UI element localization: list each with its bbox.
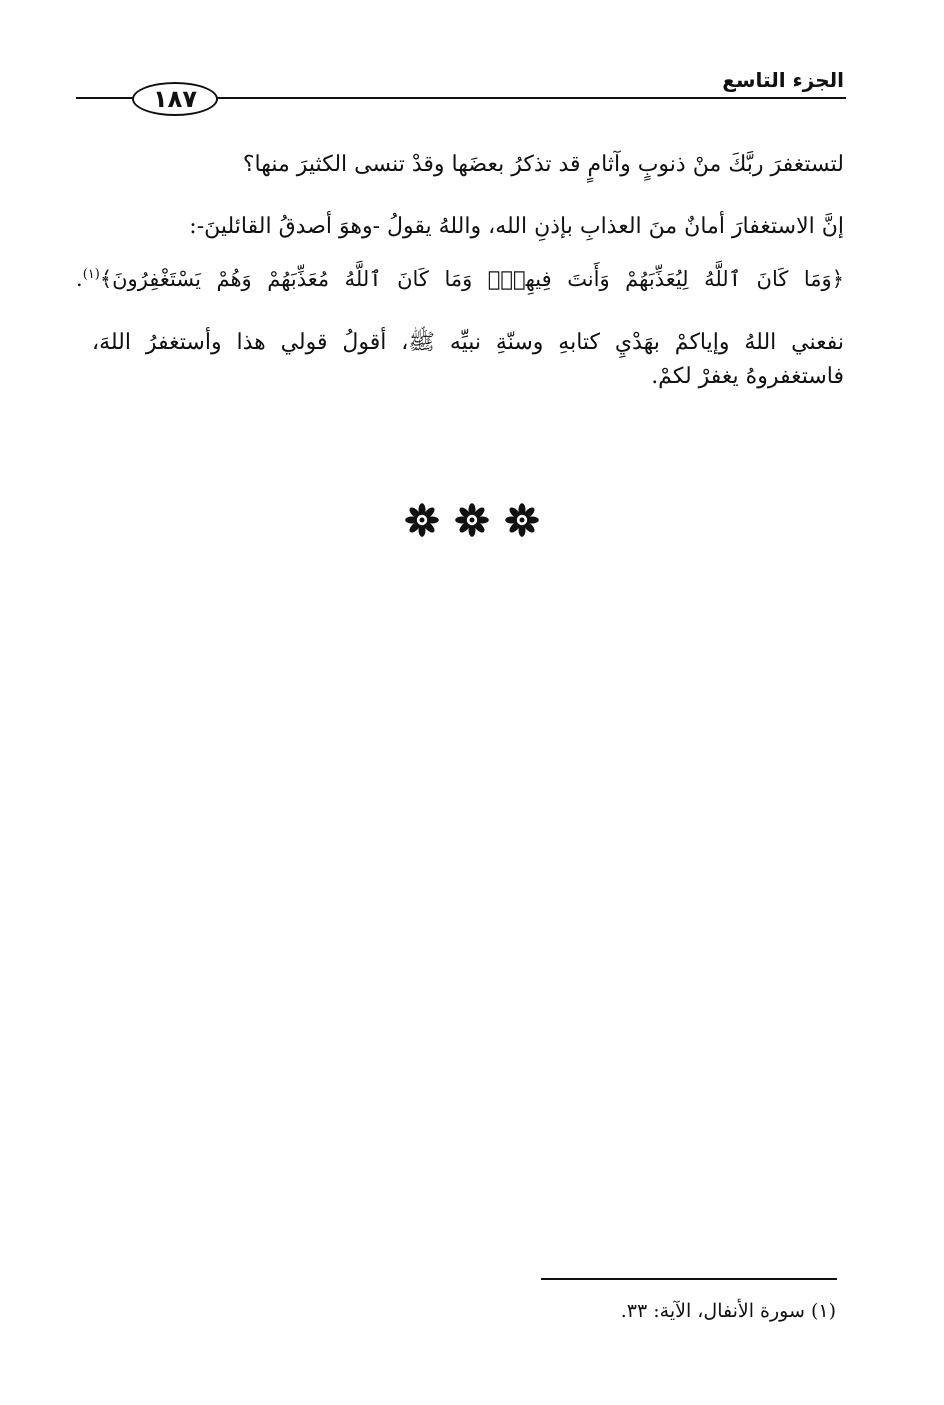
page-number-oval <box>132 82 218 116</box>
quran-verse: ﴿وَمَا كَانَ ٱللَّهُ لِيُعَذِّبَهُمْ وَأَنتَ فِيهِمْۚ وَمَا كَانَ ٱللَّهُ مُعَذِّبَهُمْ وَهُمْ يَسْتَغْفِرُونَ﴾ <box>99 267 844 291</box>
page-number: ١٨٧ <box>153 85 197 113</box>
running-head-title: الجزء التاسع <box>722 68 844 92</box>
paragraph-3: نفعني اللهُ وإياكمْ بهَدْيِ كتابهِ وسنّةِ نبيِّه ﷺ، أقولُ قولي هذا وأستغفرُ اللهَ، فاستغفروهُ يغفرْ لكمْ. <box>92 330 844 389</box>
paragraph-2: إنَّ الاستغفارَ أمانٌ منَ العذابِ بإذنِ الله، واللهُ يقولُ -وهوَ أصدقُ القائلينَ-: <box>189 214 844 239</box>
quran-verse-end: . <box>76 267 83 291</box>
section-divider-ornaments <box>0 502 944 538</box>
flower-ornament-icon <box>404 502 440 538</box>
footnote-rule <box>541 1278 837 1280</box>
flower-ornament-icon <box>454 502 490 538</box>
footnote-reference: (١) <box>82 267 100 282</box>
paragraph-1: لتستغفرَ ربَّكَ منْ ذنوبٍ وآثامٍ قد تذكرُ بعضَها وقدْ تنسى الكثيرَ منها؟ <box>242 152 844 177</box>
footnote-1: (١) سورة الأنفال، الآية: ٣٣. <box>620 1300 836 1322</box>
quran-verse-line <box>76 262 844 296</box>
flower-ornament-icon <box>504 502 540 538</box>
